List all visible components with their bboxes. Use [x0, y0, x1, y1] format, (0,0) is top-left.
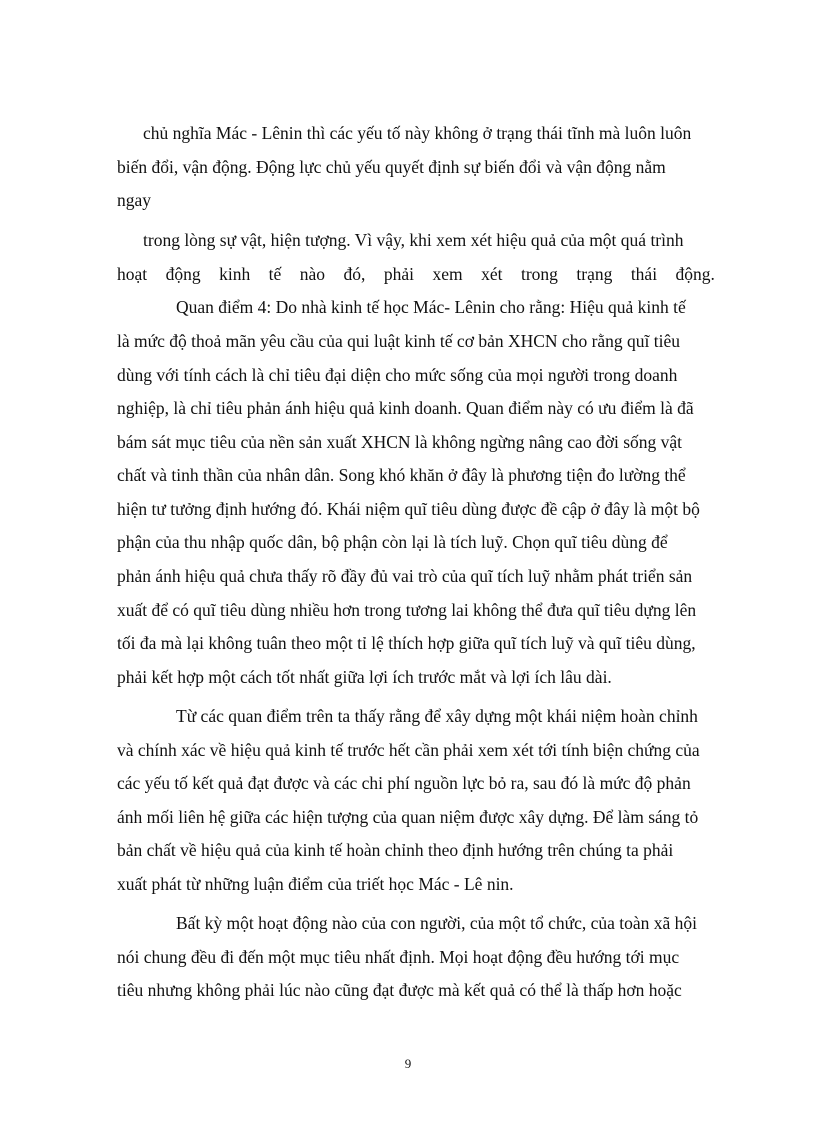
- text-line: và chính xác về hiệu quả kinh tế trước hết cần phải xem xét tới tính biện chứng của: [117, 740, 700, 760]
- text-line: phải kết hợp một cách tốt nhất giữa lợi ích trước mắt và lợi ích lâu dài.: [117, 667, 612, 687]
- text-line: chất và tinh thần của nhân dân. Song khó khăn ở đây là phương tiện đo lường thể: [117, 465, 686, 485]
- text-line: nói chung đều đi đến một mục tiêu nhất định. Mọi hoạt động đều hướng tới mục: [117, 947, 680, 967]
- page-number: 9: [404, 1056, 412, 1071]
- text-line: Từ các quan điểm trên ta thấy rằng để xây dựng một khái niệm hoàn chỉnh: [176, 706, 698, 726]
- word: động.: [675, 264, 715, 284]
- text-line: là mức độ thoả mãn yêu cầu của qui luật kinh tế cơ bản XHCN cho rằng quĩ tiêu: [117, 331, 681, 351]
- text-line: xuất phát từ những luận điểm của triết học Mác - Lê nin.: [117, 874, 514, 894]
- word: trong: [520, 264, 558, 284]
- text-line: ánh mối liên hệ giữa các hiện tượng của quan niệm được xây dựng. Để làm sáng tỏ: [117, 807, 699, 827]
- text-line: phản ánh hiệu quả chưa thấy rõ đầy đủ vai trò của quĩ tích luỹ nhằm phát triển sản: [117, 566, 693, 586]
- text-line: tiêu nhưng không phải lúc nào cũng đạt được mà kết quả có thể là thấp hơn hoặc: [117, 980, 682, 1000]
- word: tế: [268, 264, 282, 284]
- word: nào: [299, 264, 326, 284]
- word: hoạt: [117, 264, 148, 284]
- text-line: các yếu tố kết quả đạt được và các chi phí nguồn lực bỏ ra, sau đó là mức độ phản: [117, 773, 691, 793]
- word: thái: [630, 264, 658, 284]
- word: phải: [383, 264, 415, 284]
- word: xét: [481, 264, 503, 284]
- text-line: xuất để có quĩ tiêu dùng nhiều hơn trong tương lai không thể đưa quĩ tiêu dựng lên: [117, 600, 697, 620]
- text-line: biến đổi, vận động. Động lực chủ yếu quyết định sự biến đổi và vận động nằm: [117, 157, 666, 177]
- text-line: Bất kỳ một hoạt động nào của con người, của một tổ chức, của toàn xã hội: [176, 913, 698, 933]
- text-line: bám sát mục tiêu của nền sản xuất XHCN là không ngừng nâng cao đời sống vật: [117, 432, 683, 452]
- word: xem: [432, 264, 463, 284]
- text-line: Quan điểm 4: Do nhà kinh tế học Mác- Lênin cho rằng: Hiệu quả kinh tế: [176, 297, 686, 317]
- word: kinh: [219, 264, 251, 284]
- text-line: dùng với tính cách là chỉ tiêu đại diện cho mức sống của mọi người trong doanh: [117, 365, 678, 385]
- text-line: bản chất về hiệu quả của kinh tế hoàn chỉnh theo định hướng trên chúng ta phải: [117, 840, 674, 860]
- word: đó,: [343, 264, 366, 284]
- text-line: nghiệp, là chỉ tiêu phản ánh hiệu quả kinh doanh. Quan điểm này có ưu điểm là đã: [117, 398, 694, 418]
- text-line: ngay: [117, 190, 152, 210]
- text-line: phận của thu nhập quốc dân, bộ phận còn lại là tích luỹ. Chọn quĩ tiêu dùng để: [117, 532, 668, 552]
- justified-text-line: [117, 263, 715, 285]
- text-line: tối đa mà lại không tuân theo một tỉ lệ thích hợp giữa quĩ tích luỹ và quĩ tiêu dùng,: [117, 633, 696, 653]
- word: động: [165, 264, 201, 284]
- text-line: hiện tư tưởng định hướng đó. Khái niệm quĩ tiêu dùng được đề cập ở đây là một bộ: [117, 499, 700, 519]
- text-line: trong lòng sự vật, hiện tượng. Vì vậy, khi xem xét hiệu quả của một quá trình: [143, 230, 684, 250]
- text-line: chủ nghĩa Mác - Lênin thì các yếu tố này không ở trạng thái tĩnh mà luôn luôn: [143, 123, 692, 143]
- word: trạng: [576, 264, 613, 284]
